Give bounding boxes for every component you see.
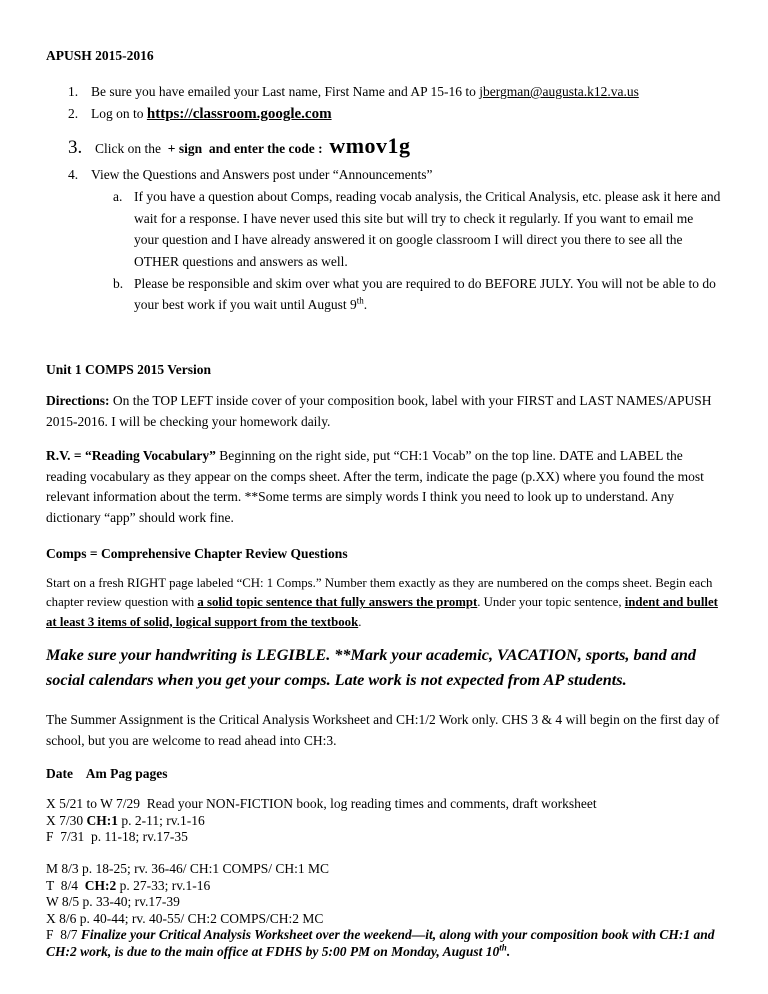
reading-vocab-paragraph	[46, 446, 721, 530]
numbered-list	[68, 82, 721, 316]
directions-paragraph	[46, 391, 721, 433]
comps-bullet-rule: indent and bullet at least 3 items of solid, logical support from the textbook	[46, 595, 718, 629]
list-marker: 2.	[68, 105, 79, 121]
step-3-lead: Click on the	[95, 141, 168, 157]
list-marker: b.	[113, 275, 124, 291]
comps-seg-5: .	[358, 614, 362, 629]
step-4	[68, 165, 721, 186]
sub-step-a	[113, 186, 721, 272]
step-2-text	[91, 103, 721, 126]
reading-vocab-text: Beginning on the right side, put “CH:1 Vocab” on the top line. DATE and LABEL the reading vocabulary as they appear on the comps sheet. After the term, indicate the page (p.XX) where you found the most relevant information about the term. **Some terms are simply words I think you need to look up to understand. Any dictionary “app” should work fine.	[46, 447, 704, 526]
schedule-row	[46, 813, 721, 829]
row5-date: T 8/4	[46, 877, 85, 893]
summer-assignment-paragraph: The Summer Assignment is the Critical Analysis Worksheet and CH:1/2 Work only. CHS 3 & 4 will begin on the first day of school, but you are welcome to read ahead into CH:3.	[46, 712, 720, 749]
lettered-sublist	[113, 186, 721, 316]
sub-step-b-lead: Please be responsible and skim over what you are required to do BEFORE JULY. You will not be able to do your best work if you wait until August 9	[134, 275, 716, 313]
row2-pages: p. 2-11; rv.1-16	[118, 812, 205, 828]
step-1-lead: Be sure you have emailed your Last name, First Name and AP 15-16 to	[91, 84, 480, 99]
legible-warning-paragraph: Make sure your handwriting is LEGIBLE. **Mark your academic, VACATION, sports, band and social calendars when you get your comps. Late work is not expected from AP students.	[46, 645, 697, 690]
schedule-row-final	[46, 927, 721, 960]
comps-paragraph	[46, 574, 721, 632]
schedule-row: F 7/31 p. 11-18; rv.17-35	[46, 829, 188, 844]
reading-vocab-label: R.V. = “Reading Vocabulary”	[46, 447, 216, 463]
ordinal-superscript: th	[356, 295, 364, 306]
list-marker: 4.	[68, 167, 79, 183]
schedule-row: X 5/21 to W 7/29 Read your NON-FICTION book, log reading times and comments, draft worksheet	[46, 796, 597, 812]
row2-date: X 7/30	[46, 812, 87, 828]
sub-step-a-text: If you have a question about Comps, reading vocab analysis, the Critical Analysis, etc. please ask it here and wait for a response. I have never used this site but will try to check it regularly. If you want to email me your question and I have already answered it on google classroom I will direct you there to see all the OTHER questions and answers as well.	[134, 189, 721, 269]
class-code: wmov1g	[329, 133, 411, 159]
comps-heading: Comps = Comprehensive Chapter Review Questions	[46, 546, 348, 562]
row8-deadline-text: Finalize your Critical Analysis Worksheet over the weekend—it, along with your composition book with CH:1 and CH:2 work, is due to the main office at FDHS by 5:00 PM on Monday, August 10	[46, 927, 718, 959]
comps-seg-3: . Under your topic sentence,	[477, 595, 625, 610]
comps-topic-sentence-rule: a solid topic sentence that fully answers the prompt	[197, 595, 478, 610]
row8-period: .	[506, 943, 511, 959]
step-3-bold-instruction: + sign and enter the code :	[167, 141, 330, 157]
step-3	[68, 129, 721, 163]
schedule-row: X 8/6 p. 40-44; rv. 40-55/ CH:2 COMPS/CH:2 MC	[46, 910, 324, 926]
step-2-lead: Log on to	[91, 105, 147, 121]
schedule-list	[46, 796, 721, 960]
step-1	[68, 82, 721, 103]
ordinal-superscript: th	[499, 942, 507, 953]
directions-label: Directions:	[46, 392, 110, 408]
list-marker: a.	[113, 189, 123, 205]
document-title: APUSH 2015-2016	[46, 48, 154, 63]
schedule-row: M 8/3 p. 18-25; rv. 36-46/ CH:1 COMPS/ CH:1 MC	[46, 861, 330, 877]
list-marker: 1.	[68, 84, 79, 99]
schedule-row: W 8/5 p. 33-40; rv.17-39	[46, 894, 180, 910]
sub-step-b	[113, 273, 721, 316]
row5-pages: p. 27-33; rv.1-16	[116, 877, 211, 893]
schedule-spacer	[46, 845, 721, 861]
row5-chapter: CH:2	[84, 877, 117, 893]
row8-date: F 8/7	[46, 927, 81, 943]
schedule-row	[46, 878, 721, 894]
comps-seg-1: Start on a fresh RIGHT page labeled “CH: 1 Comps.” Number them exactly as they are numbered on the comps sheet. Begin each chapter review question with	[46, 576, 713, 610]
directions-text: On the TOP LEFT inside cover of your composition book, label with your FIRST and LAST NAMES/APUSH 2015-2016. I will be checking your homework daily.	[46, 392, 712, 429]
sub-step-b-period: .	[363, 297, 368, 313]
row2-chapter: CH:1	[86, 812, 118, 828]
step-3-text	[95, 129, 721, 163]
step-1-text	[91, 82, 721, 103]
schedule-heading: Date Am Pag pages	[46, 766, 168, 782]
classroom-url-link[interactable]: https://classroom.google.com	[146, 105, 332, 122]
email-link[interactable]: jbergman@augusta.k12.va.us	[479, 84, 639, 99]
sub-step-b-text	[134, 273, 721, 316]
step-4-text: View the Questions and Answers post under “Announcements”	[91, 167, 433, 183]
step-2	[68, 103, 721, 126]
unit-heading: Unit 1 COMPS 2015 Version	[46, 361, 212, 377]
list-marker: 3.	[68, 137, 83, 159]
